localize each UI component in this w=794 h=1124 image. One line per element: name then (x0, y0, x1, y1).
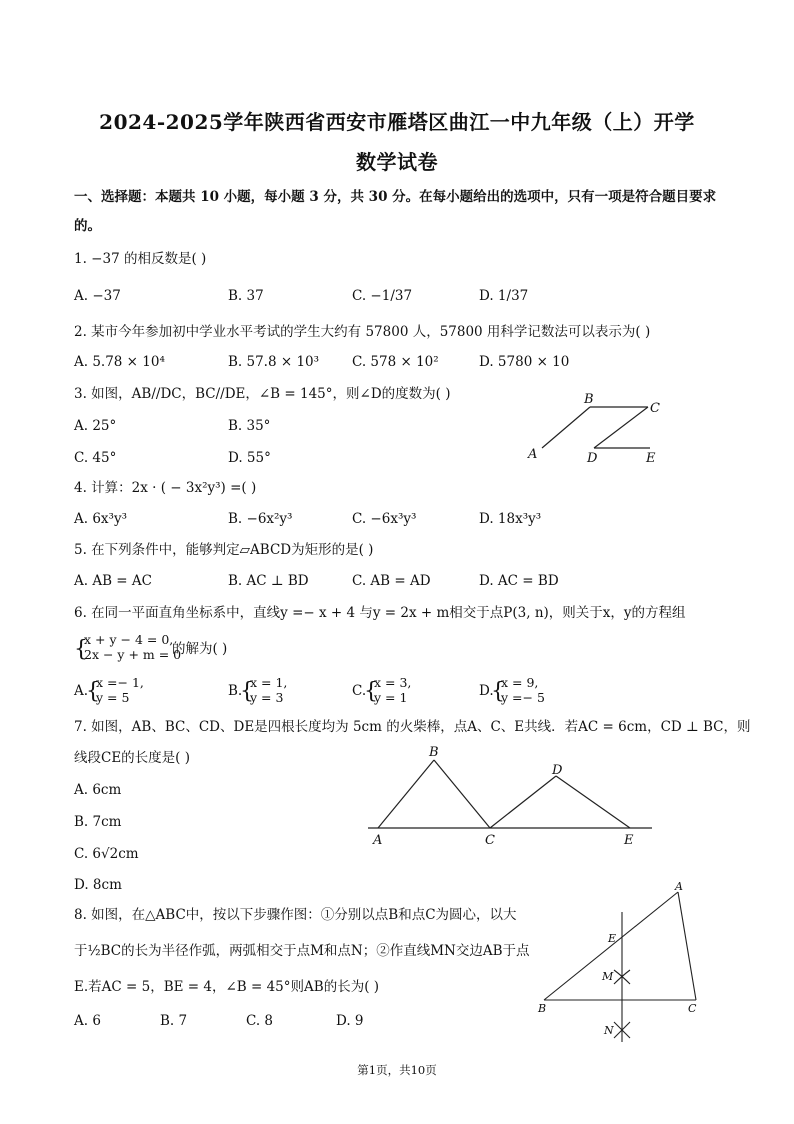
q4-option-c: C. −6x³y³ (352, 511, 417, 527)
q3-option-a: A. 25° (74, 418, 117, 434)
q3-option-b: B. 35° (228, 418, 271, 434)
q8-option-d: D. 9 (336, 1013, 364, 1029)
q8-label-m: M (602, 970, 614, 983)
q1-option-b: B. 37 (228, 288, 264, 304)
q6-option-c-label: C. (352, 683, 367, 699)
q1-option-c: C. −1/37 (352, 288, 413, 304)
q2-option-a: A. 5.78 × 10⁴ (74, 354, 165, 370)
q7-label-e: E (624, 833, 634, 848)
q7-label-c: C (485, 833, 495, 848)
q1-option-d: D. 1/37 (479, 288, 529, 304)
q6-option-c-line2: y = 1 (374, 690, 408, 705)
q5-option-b: B. AC ⊥ BD (228, 573, 309, 589)
q4-stem: 4. 计算：2x · ( − 3x²y³) =( ) (74, 480, 257, 496)
q8-label-b: B (538, 1002, 547, 1015)
q5-option-c: C. AB = AD (352, 573, 431, 589)
q8-option-c: C. 8 (246, 1013, 274, 1029)
q2-stem: 2. 某市今年参加初中学业水平考试的学生大约有 57800 人，57800 用科学记数法可以表示为( ) (74, 324, 651, 340)
page-title-line1: 2024-2025学年陕西省西安市雁塔区曲江一中九年级（上）开学 (99, 110, 695, 134)
section-heading: 一、选择题：本题共 10 小题，每小题 3 分，共 30 分。在每小题给出的选项中，只有一项是符合题目要求 (74, 189, 717, 205)
q8-option-a: A. 6 (74, 1013, 101, 1029)
q6-option-b-line1: x = 1, (250, 675, 288, 690)
q4-option-a: A. 6x³y³ (74, 511, 127, 527)
q7-option-d: D. 8cm (74, 877, 122, 893)
q7-stem-line2: 线段CE的长度是( ) (74, 750, 191, 766)
q3-label-c: C (650, 401, 660, 416)
q7-option-b: B. 7cm (74, 814, 122, 830)
q6-stem-tail: 的解为( ) (172, 641, 228, 657)
q6-option-a-brace: { (86, 679, 100, 704)
q8-option-b: B. 7 (160, 1013, 188, 1029)
q6-option-d-line2: y =− 5 (501, 690, 545, 705)
q7-line-ab (378, 760, 434, 828)
q3-label-d: D (587, 451, 598, 466)
q6-option-d-line1: x = 9, (501, 675, 539, 690)
q7-label-b: B (429, 745, 439, 760)
q3-label-e: E (646, 451, 656, 466)
q3-stem: 3. 如图，AB//DC，BC//DE，∠B = 145°，则∠D的度数为( ) (74, 386, 451, 402)
section-heading-cont: 的。 (74, 218, 101, 234)
q7-label-d: D (552, 763, 563, 778)
q8-stem-line1: 8. 如图，在△ABC中，按以下步骤作图：①分别以点B和点C为圆心，以大 (74, 907, 517, 923)
q2-option-d: D. 5780 × 10 (479, 354, 570, 370)
q4-option-b: B. −6x²y³ (228, 511, 293, 527)
q6-option-b-brace: { (240, 679, 254, 704)
q8-stem-line2: 于½BC的长为半径作弧，两弧相交于点M和点N；②作直线MN交边AB于点 (74, 943, 530, 959)
q7-label-a: A (373, 833, 383, 848)
q8-label-e: E (608, 932, 617, 945)
q6-option-d-brace: { (491, 679, 505, 704)
q6-system-eq1: x + y − 4 = 0, (84, 632, 174, 647)
q3-label-a: A (528, 447, 538, 462)
q3-line-ab (542, 407, 590, 448)
q6-option-b-line2: y = 3 (250, 690, 284, 705)
q3-figure (520, 392, 680, 472)
q5-option-d: D. AC = BD (479, 573, 559, 589)
q7-option-a: A. 6cm (74, 782, 122, 798)
q8-label-c: C (688, 1002, 697, 1015)
q3-line-cd (594, 407, 648, 448)
q7-line-de (556, 776, 630, 828)
page-footer: 第1页，共10页 (357, 1063, 437, 1077)
q1-option-a: A. −37 (74, 288, 121, 304)
q6-option-a-line1: x =− 1, (96, 675, 144, 690)
q3-option-c: C. 45° (74, 450, 117, 466)
q3-label-b: B (584, 392, 594, 407)
q2-option-b: B. 57.8 × 10³ (228, 354, 320, 370)
q8-side-ac (678, 892, 696, 1000)
q6-option-a-line2: y = 5 (96, 690, 130, 705)
q8-side-ab (544, 892, 678, 1000)
q8-figure (530, 880, 710, 1044)
q2-option-c: C. 578 × 10² (352, 354, 439, 370)
q6-system-brace: { (74, 637, 88, 662)
q7-option-c: C. 6√2cm (74, 846, 139, 862)
q6-option-a-label: A. (74, 683, 89, 699)
q8-label-n: N (604, 1024, 614, 1037)
q8-stem-line3: E.若AC = 5，BE = 4，∠B = 45°则AB的长为( ) (74, 979, 380, 995)
q6-option-d-label: D. (479, 683, 494, 699)
q7-stem-line1: 7. 如图，AB、BC、CD、DE是四根长度均为 5cm 的火柴棒，点A、C、E共线．若AC = 6cm，CD ⊥ BC，则 (74, 719, 751, 735)
page-title-line2: 数学试卷 (356, 150, 438, 174)
q5-option-a: A. AB = AC (74, 573, 152, 589)
q7-line-bc (434, 760, 490, 828)
q6-stem: 6. 在同一平面直角坐标系中，直线y =− x + 4 与y = 2x + m相交于点P(3, n)，则关于x，y的方程组 (74, 605, 686, 621)
q7-line-cd (490, 776, 556, 828)
q3-option-d: D. 55° (228, 450, 271, 466)
q6-option-c-line1: x = 3, (374, 675, 412, 690)
q6-option-c-brace: { (364, 679, 378, 704)
q7-figure (360, 744, 660, 850)
q8-label-a: A (675, 880, 683, 893)
q1-stem: 1. −37 的相反数是( ) (74, 251, 207, 267)
q4-option-d: D. 18x³y³ (479, 511, 542, 527)
q6-system-eq2: 2x − y + m = 0 (84, 647, 182, 662)
q6-option-b-label: B. (228, 683, 243, 699)
q5-stem: 5. 在下列条件中，能够判定▱ABCD为矩形的是( ) (74, 542, 374, 558)
